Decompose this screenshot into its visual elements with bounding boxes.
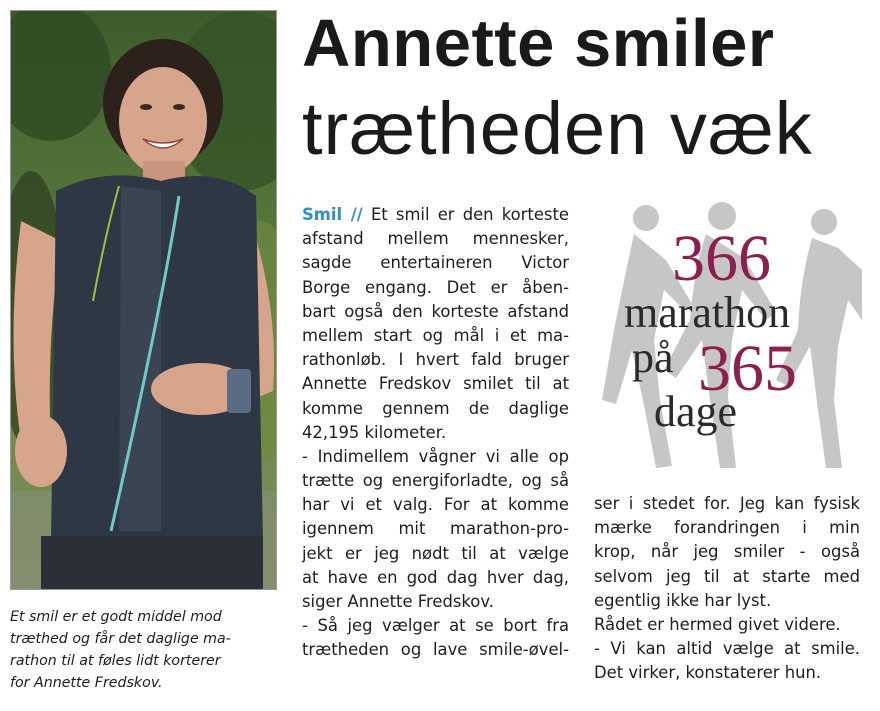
body-line: bart også den korteste afstand	[302, 301, 569, 321]
body-line: ser i stedet for. Jeg kan fysisk	[594, 494, 860, 513]
logo-word-marathon: marathon	[624, 288, 791, 337]
caption-line: Et smil er et godt middel mod	[10, 609, 222, 625]
body-line: - Så jeg vælger at se bort fra	[302, 616, 569, 636]
body-line: sagde entertaineren Victor	[302, 253, 569, 273]
body-line: at have en god dag hver dag,	[302, 567, 569, 587]
body-line: Rådet er hermed givet videre.	[594, 614, 841, 634]
body-line: - Vi kan altid vælge at smile.	[594, 639, 860, 659]
caption-line: rathon til at føles lidt korterer	[10, 653, 221, 669]
caption-line: træthed og får det daglige ma-	[10, 631, 231, 647]
logo-number-bottom: 365	[698, 332, 797, 405]
body-line: jekt er jeg nødt til at vælge	[302, 543, 569, 563]
headline-line-1: Annette smiler	[302, 6, 775, 81]
body-line: siger Annette Fredskov.	[302, 592, 494, 611]
article-body-column-1	[302, 203, 569, 663]
logo-word-pa: på	[632, 333, 674, 382]
body-line: 42,195 kilometer.	[302, 422, 447, 442]
logo-graphic	[594, 200, 862, 468]
article-headline	[302, 2, 872, 172]
article-body-column-2	[594, 492, 860, 686]
logo-word-dage: dage	[654, 387, 738, 436]
body-line: mærke forandringen i min	[594, 518, 860, 538]
headline-line-2: trætheden væk	[302, 87, 813, 170]
caption-line: for Annette Fredskov.	[10, 675, 163, 691]
body-line: rathonløb. I hvert fald bruger	[302, 350, 569, 370]
marathon-logo	[594, 200, 862, 468]
body-line: egentlig ikke har lyst.	[594, 590, 772, 610]
body-line: komme gennem de daglige	[302, 398, 569, 418]
body-line: Borge engang. Det er åben-	[302, 277, 569, 297]
body-line: igennem mit marathon-pro-	[302, 519, 569, 539]
body-line: Annette Fredskov smilet til at	[302, 374, 569, 394]
body-line: Det virker, konstaterer hun.	[594, 663, 822, 683]
body-line: afstand mellem mennesker,	[302, 229, 569, 249]
body-line: trætheden og lave smile-øvel-	[302, 640, 569, 660]
body-line: har vi et valg. For at komme	[302, 495, 569, 515]
body-line: Smil // Et smil er den korteste	[302, 205, 569, 224]
body-line: trætte og energiforladte, og så	[302, 471, 569, 491]
photo-caption	[10, 606, 278, 694]
body-line: selvom jeg til at starte med	[594, 566, 860, 586]
logo-number-top: 366	[672, 222, 771, 295]
body-line: krop, når jeg smiler - også	[594, 542, 860, 562]
body-line: mellem start og mål i et ma-	[302, 325, 569, 345]
lead-label: Smil //	[302, 205, 363, 224]
body-line: - Indimellem vågner vi alle op	[302, 446, 569, 466]
runner-photo-illustration	[11, 11, 277, 590]
article-photo	[10, 10, 277, 590]
